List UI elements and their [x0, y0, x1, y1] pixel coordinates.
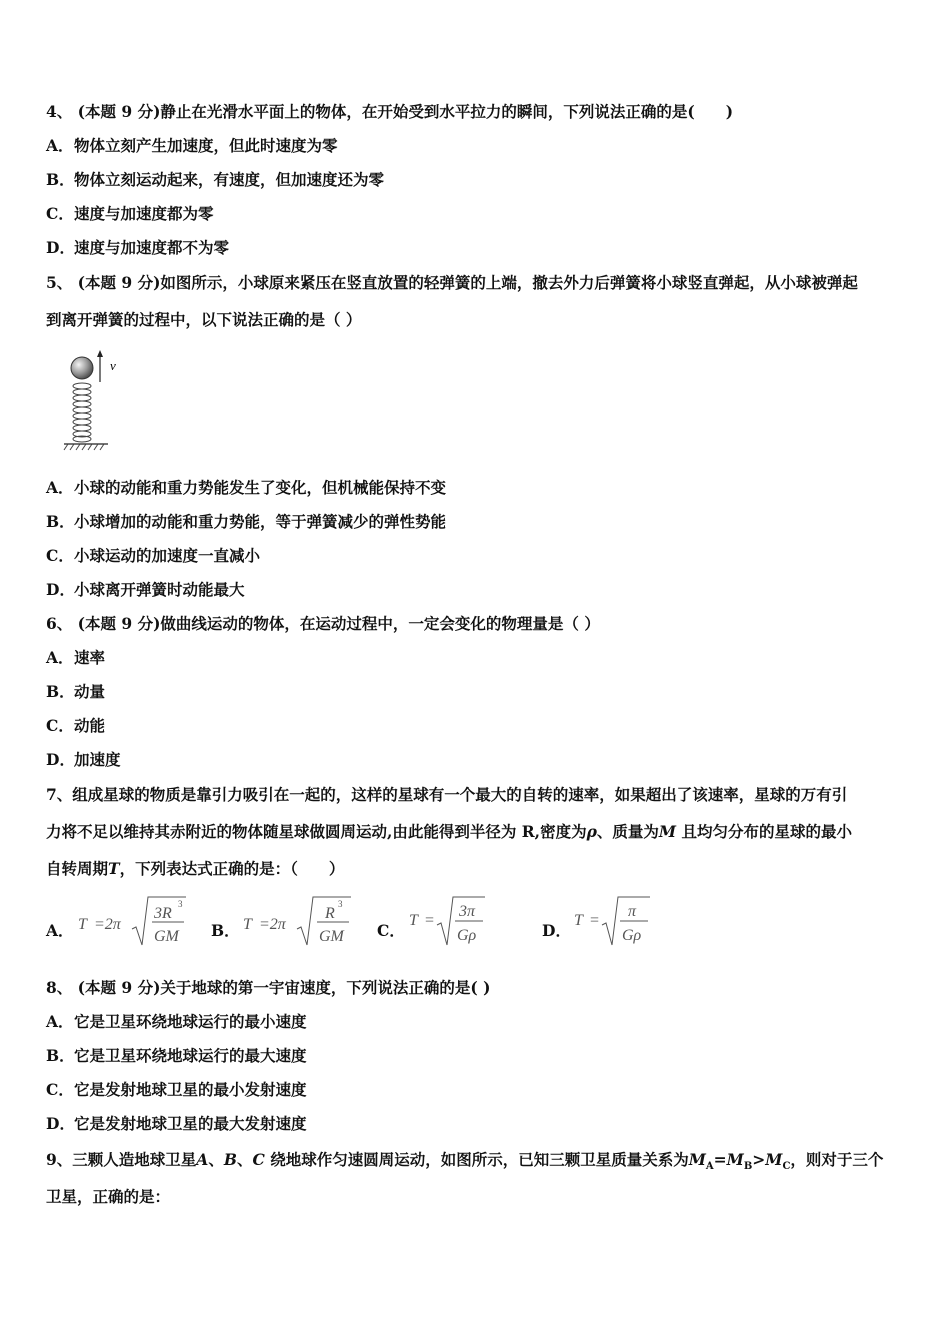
- option-label: D．: [46, 750, 75, 769]
- option-text: 小球运动的加速度一直减小: [74, 546, 261, 565]
- text: =: [713, 1150, 727, 1169]
- option-label: C．: [46, 1080, 74, 1099]
- ball: [71, 357, 93, 379]
- option-label: A．: [46, 921, 74, 940]
- q4-option-c: [46, 204, 214, 224]
- option-label: B．: [46, 1046, 75, 1065]
- q5-stem-line2: 到离开弹簧的过程中，以下说法正确的是（ ）: [46, 310, 362, 329]
- q4-option-a: [46, 136, 338, 156]
- option-text: 物体立刻产生加速度，但此时速度为零: [74, 136, 338, 155]
- q9-stem-line2: 卫星，正确的是：: [46, 1187, 171, 1206]
- option-text: 动量: [74, 682, 106, 701]
- formula-exponent: 3: [178, 899, 183, 909]
- q4-option-b: [46, 170, 384, 190]
- option-label: B．: [46, 512, 75, 531]
- option-text: 速度与加速度都为零: [74, 204, 214, 223]
- text: 且均匀分布的星球的最小: [676, 822, 852, 841]
- q8-option-d: [46, 1114, 307, 1134]
- q6-stem: 6、 (本题 9 分)做曲线运动的物体，在运动过程中，一定会变化的物理量是（ ）: [46, 614, 600, 633]
- option-label: A．: [46, 478, 74, 497]
- mass-symbol: M: [658, 822, 677, 841]
- spring: [73, 383, 91, 442]
- option-label: D．: [46, 580, 75, 599]
- formula-lhs: T: [574, 912, 583, 929]
- q6-option-a: [46, 648, 105, 668]
- option-label: C．: [46, 546, 74, 565]
- formula-numerator: 3π: [459, 903, 476, 920]
- mass-a: M: [688, 1150, 706, 1169]
- period-symbol: T: [108, 859, 120, 878]
- formula-numerator: 3R: [154, 905, 172, 922]
- option-label: A．: [46, 136, 74, 155]
- q4-option-d: [46, 238, 229, 258]
- q7-options: [46, 893, 906, 949]
- text: ，下列表达式正确的是：（ ）: [119, 859, 345, 878]
- q7-stem-line1: 7、组成星球的物质是靠引力吸引在一起的，这样的星球有一个最大的自转的速率，如果超出了该速率，星球的万有引: [46, 785, 848, 804]
- option-text: 小球的动能和重力势能发生了变化，但机械能保持不变: [74, 478, 447, 497]
- rho-symbol: ρ: [586, 822, 597, 841]
- sat-a: A: [196, 1150, 209, 1169]
- formula: [570, 893, 690, 949]
- q5-option-a: [46, 478, 446, 498]
- q5-option-b: [46, 512, 446, 532]
- q5-option-c: [46, 546, 260, 566]
- text: 、: [208, 1150, 224, 1169]
- velocity-label: v: [110, 358, 116, 373]
- option-text: 小球增加的动能和重力势能，等于弹簧减少的弹性势能: [74, 512, 447, 531]
- text: ，则对于三个: [790, 1150, 884, 1169]
- option-label: D．: [46, 1114, 75, 1133]
- formula-lhs: T: [409, 912, 418, 929]
- spring-ball-diagram: [62, 350, 142, 454]
- text: >: [752, 1150, 766, 1169]
- option-label: C．: [46, 716, 74, 735]
- option-text: 它是发射地球卫星的最大发射速度: [74, 1114, 307, 1133]
- ground-hatch: [64, 444, 104, 450]
- option-label: C．: [46, 204, 74, 223]
- text: 、质量为: [596, 822, 659, 841]
- formula-lhs: T: [243, 916, 252, 933]
- option-label: C．: [377, 921, 405, 940]
- q4-stem: 4、 (本题 9 分)静止在光滑水平面上的物体，在开始受到水平拉力的瞬间，下列说法正确的是( ): [46, 102, 734, 121]
- text: 、: [236, 1150, 253, 1169]
- q9-stem-line1: [46, 1150, 883, 1177]
- formula-numerator: R: [325, 905, 335, 922]
- formula-denominator: GM: [319, 928, 344, 945]
- formula: [74, 893, 214, 949]
- q8-option-a: [46, 1012, 307, 1032]
- q8-option-c: [46, 1080, 307, 1100]
- option-text: 小球离开弹簧时动能最大: [74, 580, 245, 599]
- formula-eq: =2π: [94, 916, 121, 933]
- mass-a-sub: A: [705, 1161, 714, 1173]
- q6-option-c: [46, 716, 105, 736]
- option-label: A．: [46, 648, 74, 667]
- option-label: D．: [46, 238, 75, 257]
- formula: [405, 893, 525, 949]
- q8-option-b: [46, 1046, 307, 1066]
- q7-stem-line2: [46, 822, 852, 842]
- option-text: 动能: [74, 716, 106, 735]
- q8-stem: 8、 (本题 9 分)关于地球的第一宇宙速度，下列说法正确的是( ): [46, 978, 491, 997]
- option-text: 它是卫星环绕地球运行的最小速度: [74, 1012, 307, 1031]
- formula-eq: =: [425, 912, 435, 929]
- q7-stem-line3: [46, 859, 344, 879]
- sat-c: C: [252, 1150, 265, 1169]
- formula-eq: =: [590, 912, 600, 929]
- text: 自转周期: [46, 859, 109, 878]
- formula-denominator: GM: [154, 928, 179, 945]
- mass-c: M: [765, 1150, 783, 1169]
- formula-eq: =2π: [259, 916, 286, 933]
- option-text: 物体立刻运动起来，有速度，但加速度还为零: [74, 170, 385, 189]
- option-label: B．: [211, 921, 240, 940]
- sat-b: B: [223, 1150, 237, 1169]
- q6-option-b: [46, 682, 105, 702]
- option-text: 它是卫星环绕地球运行的最大速度: [74, 1046, 307, 1065]
- option-text: 速度与加速度都不为零: [74, 238, 230, 257]
- q5-stem-line1: 5、 (本题 9 分)如图所示，小球原来紧压在竖直放置的轻弹簧的上端，撤去外力后弹簧将小球竖直弹起，从小球被弹起: [46, 273, 858, 292]
- option-text: 加速度: [74, 750, 121, 769]
- velocity-arrowhead: [97, 350, 103, 357]
- option-label: D．: [542, 921, 571, 940]
- option-text: 它是发射地球卫星的最小发射速度: [74, 1080, 307, 1099]
- mass-c-sub: C: [782, 1161, 791, 1173]
- mass-b: M: [726, 1150, 744, 1169]
- option-label: A．: [46, 1012, 74, 1031]
- spring-ball-figure: [62, 350, 142, 458]
- formula-exponent: 3: [338, 899, 343, 909]
- formula-denominator: Gρ: [457, 927, 477, 944]
- formula: [239, 893, 379, 949]
- q6-option-d: [46, 750, 121, 770]
- mass-b-sub: B: [743, 1161, 753, 1173]
- formula-lhs: T: [78, 916, 87, 933]
- formula-numerator: π: [628, 903, 637, 920]
- option-label: B．: [46, 170, 75, 189]
- option-text: 速率: [74, 648, 106, 667]
- text: 9、三颗人造地球卫星: [46, 1150, 197, 1169]
- text: 力将不足以维持其赤附近的物体随星球做圆周运动,由此能得到半径为 R,密度为: [46, 822, 587, 841]
- option-label: B．: [46, 682, 75, 701]
- text: 绕地球作匀速圆周运动，如图所示，已知三颗卫星质量关系为: [264, 1150, 689, 1169]
- q5-option-d: [46, 580, 245, 600]
- formula-denominator: Gρ: [622, 927, 642, 944]
